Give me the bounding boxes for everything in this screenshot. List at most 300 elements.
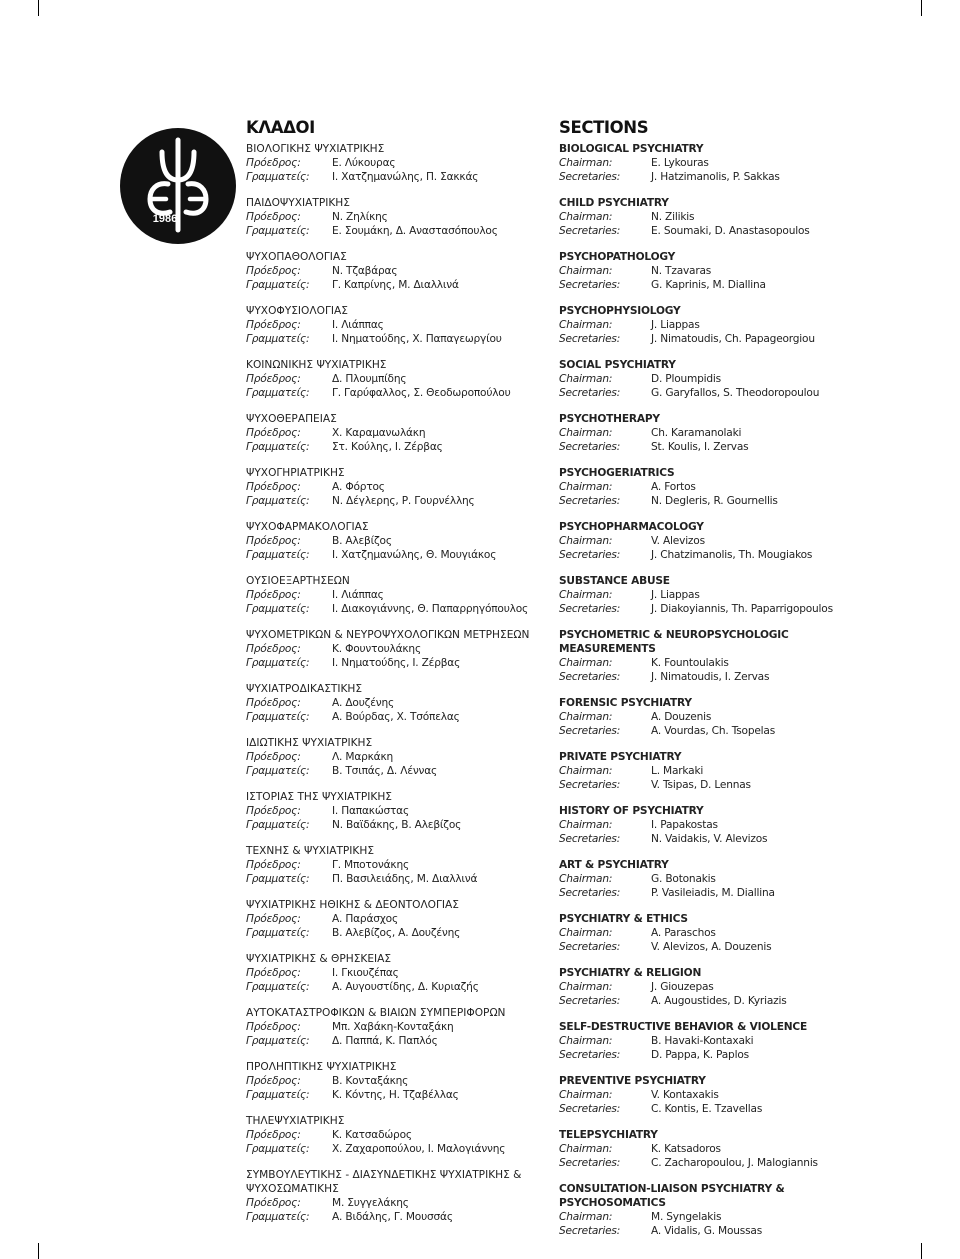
role-label: Secretaries: xyxy=(559,725,621,737)
role-label: Secretaries: xyxy=(559,941,621,953)
member-names: Ι. Λιάππας xyxy=(332,319,384,331)
member-names: Ε. Λύκουρας xyxy=(332,157,396,169)
section-title: SOCIAL PSYCHIATRY xyxy=(559,359,676,371)
member-names: V. Tsipas, D. Lennas xyxy=(651,779,751,791)
chair-row xyxy=(559,372,879,386)
secretaries-row xyxy=(246,224,546,238)
member-names: Χ. Καραμανωλάκη xyxy=(332,427,426,439)
role-label: Πρόεδρος: xyxy=(246,913,301,925)
section-title: SUBSTANCE ABUSE xyxy=(559,575,670,587)
chair-row xyxy=(559,210,879,224)
section-entry xyxy=(559,520,879,562)
section-title: PRIVATE PSYCHIATRY xyxy=(559,751,682,763)
member-names: Ι. Χατζημανώλης, Θ. Μουγιάκος xyxy=(332,549,497,561)
section-entry xyxy=(246,1168,546,1224)
member-names: Ι. Διακογιάννης, Θ. Παπαρρηγόπουλος xyxy=(332,603,528,615)
role-label: Chairman: xyxy=(559,211,613,223)
member-names: K. Fountoulakis xyxy=(651,657,729,669)
section-entry xyxy=(246,736,546,778)
chair-row xyxy=(246,696,546,710)
member-names: J. Liappas xyxy=(651,589,700,601)
role-label: Chairman: xyxy=(559,765,613,777)
role-label: Chairman: xyxy=(559,319,613,331)
section-title: PSYCHOPHARMACOLOGY xyxy=(559,521,704,533)
secretaries-row xyxy=(559,778,879,792)
english-heading: SECTIONS xyxy=(559,118,649,137)
secretaries-row xyxy=(246,386,546,400)
role-label: Γραμματείς: xyxy=(246,171,310,183)
role-label: Secretaries: xyxy=(559,671,621,683)
member-names: G. Kaprinis, M. Diallina xyxy=(651,279,766,291)
chair-row xyxy=(559,264,879,278)
secretaries-row xyxy=(246,278,546,292)
member-names: A. Vidalis, G. Moussas xyxy=(651,1225,763,1237)
role-label: Πρόεδρος: xyxy=(246,427,301,439)
section-title: PSYCHIATRY & ETHICS xyxy=(559,913,688,925)
section-entry xyxy=(246,682,546,724)
member-names: Κ. Κατσαδώρος xyxy=(332,1129,412,1141)
section-title: ΠΑΙΔΟΨΥΧΙΑΤΡΙΚΗΣ xyxy=(246,197,350,209)
member-names: Β. Αλεβίζος xyxy=(332,535,392,547)
role-label: Chairman: xyxy=(559,873,613,885)
section-title: ΨΥΧΙΑΤΡΟΔΙΚΑΣΤΙΚΗΣ xyxy=(246,683,363,695)
secretaries-row xyxy=(559,1102,879,1116)
secretaries-row xyxy=(559,724,879,738)
chair-row xyxy=(559,818,879,832)
role-label: Πρόεδρος: xyxy=(246,967,301,979)
member-names: Δ. Παππά, Κ. Παπλός xyxy=(332,1035,438,1047)
member-names: Μ. Συγγελάκης xyxy=(332,1197,409,1209)
role-label: Πρόεδρος: xyxy=(246,643,301,655)
member-names: L. Markaki xyxy=(651,765,704,777)
member-names: Ε. Σουμάκη, Δ. Αναστασόπουλος xyxy=(332,225,498,237)
member-names: Β. Κονταξάκης xyxy=(332,1075,409,1087)
member-names: Π. Βασιλειάδης, Μ. Διαλλινά xyxy=(332,873,478,885)
member-names: C. Kontis, E. Tzavellas xyxy=(651,1103,763,1115)
role-label: Πρόεδρος: xyxy=(246,157,301,169)
member-names: A. Fortos xyxy=(651,481,696,493)
member-names: K. Katsadoros xyxy=(651,1143,721,1155)
member-names: Κ. Κόντης, Η. Τζαβέλλας xyxy=(332,1089,459,1101)
chair-row xyxy=(246,750,546,764)
role-label: Secretaries: xyxy=(559,1049,621,1061)
role-label: Γραμματείς: xyxy=(246,1035,310,1047)
secretaries-row xyxy=(559,670,879,684)
chair-row xyxy=(559,534,879,548)
section-entry xyxy=(246,1060,546,1102)
crop-mark-top-right xyxy=(921,0,922,16)
member-names: Ν. Ζηλίκης xyxy=(332,211,388,223)
secretaries-row xyxy=(246,980,546,994)
section-entry xyxy=(559,1020,879,1062)
member-names: N. Tzavaras xyxy=(651,265,712,277)
chair-row xyxy=(559,1034,879,1048)
chair-row xyxy=(246,156,546,170)
chair-row xyxy=(246,642,546,656)
section-title: PSYCHOTHERAPY xyxy=(559,413,660,425)
member-names: V. Alevizos, A. Douzenis xyxy=(651,941,772,953)
role-label: Πρόεδρος: xyxy=(246,319,301,331)
section-title: CHILD PSYCHIATRY xyxy=(559,197,669,209)
role-label: Γραμματείς: xyxy=(246,1089,310,1101)
section-entry xyxy=(246,1114,546,1156)
section-title: BIOLOGICAL PSYCHIATRY xyxy=(559,143,704,155)
member-names: Α. Βιδάλης, Γ. Μουσσάς xyxy=(332,1211,453,1223)
chair-row xyxy=(559,588,879,602)
member-names: Ch. Karamanolaki xyxy=(651,427,742,439)
role-label: Secretaries: xyxy=(559,171,621,183)
member-names: Ι. Νηματούδης, Ι. Ζέρβας xyxy=(332,657,461,669)
section-title: PSYCHOPATHOLOGY xyxy=(559,251,676,263)
chair-row xyxy=(559,872,879,886)
chair-row xyxy=(559,426,879,440)
role-label: Secretaries: xyxy=(559,549,621,561)
member-names: J. Nimatoudis, Ch. Papageorgiou xyxy=(651,333,815,345)
secretaries-row xyxy=(559,548,879,562)
section-entry xyxy=(559,1182,879,1238)
section-entry xyxy=(559,912,879,954)
role-label: Chairman: xyxy=(559,481,613,493)
secretaries-row xyxy=(246,1088,546,1102)
role-label: Γραμματείς: xyxy=(246,711,310,723)
section-title: PSYCHOPHYSIOLOGY xyxy=(559,305,681,317)
secretaries-row xyxy=(559,886,879,900)
chair-row xyxy=(246,966,546,980)
role-label: Chairman: xyxy=(559,1211,613,1223)
member-names: St. Koulis, I. Zervas xyxy=(651,441,749,453)
section-entry xyxy=(559,466,879,508)
member-names: J. Liappas xyxy=(651,319,700,331)
chair-row xyxy=(559,156,879,170)
role-label: Γραμματείς: xyxy=(246,765,310,777)
chair-row xyxy=(246,534,546,548)
secretaries-row xyxy=(246,926,546,940)
member-names: Ι. Χατζημανώλης, Π. Σακκάς xyxy=(332,171,479,183)
member-names: Α. Βούρδας, Χ. Τσόπελας xyxy=(332,711,460,723)
section-entry xyxy=(559,1128,879,1170)
member-names: Ι. Γκιουζέπας xyxy=(332,967,399,979)
role-label: Secretaries: xyxy=(559,603,621,615)
secretaries-row xyxy=(246,440,546,454)
role-label: Chairman: xyxy=(559,1035,613,1047)
member-names: N. Zilikis xyxy=(651,211,695,223)
secretaries-row xyxy=(559,170,879,184)
section-title: ΙΣΤΟΡΙΑΣ ΤΗΣ ΨΥΧΙΑΤΡΙΚΗΣ xyxy=(246,791,392,803)
section-title: ΨΥΧΟΦΑΡΜΑΚΟΛΟΓΙΑΣ xyxy=(246,521,369,533)
member-names: Γ. Γαρύφαλλος, Σ. Θεοδωροπούλου xyxy=(332,387,511,399)
role-label: Πρόεδρος: xyxy=(246,481,301,493)
role-label: Γραμματείς: xyxy=(246,981,310,993)
chair-row xyxy=(246,588,546,602)
role-label: Πρόεδρος: xyxy=(246,1197,301,1209)
section-entry xyxy=(559,142,879,184)
role-label: Chairman: xyxy=(559,1143,613,1155)
role-label: Γραμματείς: xyxy=(246,603,310,615)
section-entry xyxy=(559,804,879,846)
member-names: Α. Φόρτος xyxy=(332,481,385,493)
secretaries-row xyxy=(559,440,879,454)
role-label: Γραμματείς: xyxy=(246,819,310,831)
member-names: M. Syngelakis xyxy=(651,1211,722,1223)
section-entry xyxy=(559,628,879,684)
english-section-list xyxy=(559,142,879,1238)
chair-row xyxy=(246,264,546,278)
section-entry xyxy=(559,574,879,616)
chair-row xyxy=(246,372,546,386)
chair-row xyxy=(559,926,879,940)
role-label: Γραμματείς: xyxy=(246,1211,310,1223)
secretaries-row xyxy=(559,940,879,954)
greek-heading: ΚΛΑΔΟΙ xyxy=(246,118,315,137)
secretaries-row xyxy=(559,1224,879,1238)
section-entry xyxy=(246,952,546,994)
section-entry xyxy=(246,898,546,940)
chair-row xyxy=(246,858,546,872)
member-names: Α. Παράσχος xyxy=(332,913,398,925)
chair-row xyxy=(559,1210,879,1224)
section-title: HISTORY OF PSYCHIATRY xyxy=(559,805,704,817)
section-entry xyxy=(246,844,546,886)
role-label: Chairman: xyxy=(559,819,613,831)
secretaries-row xyxy=(559,1048,879,1062)
member-names: C. Zacharopoulou, J. Malogiannis xyxy=(651,1157,818,1169)
secretaries-row xyxy=(246,656,546,670)
secretaries-row xyxy=(246,818,546,832)
member-names: J. Giouzepas xyxy=(651,981,714,993)
member-names: Λ. Μαρκάκη xyxy=(332,751,394,763)
role-label: Secretaries: xyxy=(559,887,621,899)
member-names: Α. Αυγουστίδης, Δ. Κυριαζής xyxy=(332,981,479,993)
section-entry xyxy=(559,966,879,1008)
secretaries-row xyxy=(559,224,879,238)
member-names: N. Degleris, R. Gournellis xyxy=(651,495,778,507)
secretaries-row xyxy=(246,494,546,508)
member-names: D. Pappa, K. Paplos xyxy=(651,1049,749,1061)
role-label: Πρόεδρος: xyxy=(246,1075,301,1087)
section-entry xyxy=(246,520,546,562)
role-label: Secretaries: xyxy=(559,495,621,507)
member-names: I. Papakostas xyxy=(651,819,718,831)
section-title: ΣΥΜΒΟΥΛΕΥΤΙΚΗΣ - ΔΙΑΣΥΝΔΕΤΙΚΗΣ ΨΥΧΙΑΤΡΙΚΗΣ & ΨΥΧΟΣΩΜΑΤΙΚΗΣ xyxy=(246,1169,522,1195)
role-label: Chairman: xyxy=(559,657,613,669)
secretaries-row xyxy=(559,832,879,846)
member-names: G. Botonakis xyxy=(651,873,716,885)
role-label: Secretaries: xyxy=(559,1103,621,1115)
member-names: Στ. Κούλης, Ι. Ζέρβας xyxy=(332,441,443,453)
section-title: PREVENTIVE PSYCHIATRY xyxy=(559,1075,706,1087)
section-title: ΨΥΧΟΦΥΣΙΟΛΟΓΙΑΣ xyxy=(246,305,348,317)
member-names: Ν. Τζαβάρας xyxy=(332,265,398,277)
secretaries-row xyxy=(559,1156,879,1170)
chair-row xyxy=(246,1074,546,1088)
chair-row xyxy=(246,912,546,926)
role-label: Γραμματείς: xyxy=(246,549,310,561)
section-title: PSYCHOMETRIC & NEUROPSYCHOLOGIC MEASUREMENTS xyxy=(559,629,789,655)
role-label: Πρόεδρος: xyxy=(246,589,301,601)
section-title: ΙΔΙΩΤΙΚΗΣ ΨΥΧΙΑΤΡΙΚΗΣ xyxy=(246,737,373,749)
role-label: Chairman: xyxy=(559,265,613,277)
role-label: Γραμματείς: xyxy=(246,225,310,237)
section-title: SELF-DESTRUCTIVE BEHAVIOR & VIOLENCE xyxy=(559,1021,808,1033)
role-label: Πρόεδρος: xyxy=(246,859,301,871)
role-label: Secretaries: xyxy=(559,441,621,453)
member-names: Κ. Φουντουλάκης xyxy=(332,643,421,655)
crop-mark-bottom-right xyxy=(921,1243,922,1259)
chair-row xyxy=(559,764,879,778)
member-names: Γ. Μποτονάκης xyxy=(332,859,409,871)
chair-row xyxy=(559,1142,879,1156)
member-names: J. Chatzimanolis, Th. Mougiakos xyxy=(651,549,813,561)
role-label: Chairman: xyxy=(559,427,613,439)
role-label: Secretaries: xyxy=(559,779,621,791)
member-names: Ν. Βαϊδάκης, Β. Αλεβίζος xyxy=(332,819,462,831)
secretaries-row xyxy=(559,386,879,400)
section-title: ΨΥΧΟΓΗΡΙΑΤΡΙΚΗΣ xyxy=(246,467,345,479)
secretaries-row xyxy=(559,994,879,1008)
role-label: Chairman: xyxy=(559,589,613,601)
section-entry xyxy=(246,574,546,616)
secretaries-row xyxy=(246,548,546,562)
role-label: Πρόεδρος: xyxy=(246,373,301,385)
role-label: Secretaries: xyxy=(559,995,621,1007)
chair-row xyxy=(246,480,546,494)
role-label: Chairman: xyxy=(559,157,613,169)
member-names: A. Vourdas, Ch. Tsopelas xyxy=(651,725,776,737)
section-entry xyxy=(246,196,546,238)
role-label: Chairman: xyxy=(559,981,613,993)
secretaries-row xyxy=(246,710,546,724)
section-title: CONSULTATION-LIAISON PSYCHIATRY & PSYCHOSOMATICS xyxy=(559,1183,785,1209)
section-entry xyxy=(559,304,879,346)
section-entry xyxy=(246,304,546,346)
role-label: Γραμματείς: xyxy=(246,279,310,291)
section-title: ΤΕΧΝΗΣ & ΨΥΧΙΑΤΡΙΚΗΣ xyxy=(246,845,375,857)
role-label: Secretaries: xyxy=(559,333,621,345)
member-names: Μπ. Χαβάκη-Κονταξάκη xyxy=(332,1021,454,1033)
member-names: Α. Δουζένης xyxy=(332,697,394,709)
secretaries-row xyxy=(246,332,546,346)
role-label: Secretaries: xyxy=(559,1157,621,1169)
role-label: Γραμματείς: xyxy=(246,387,310,399)
member-names: J. Hatzimanolis, P. Sakkas xyxy=(651,171,780,183)
secretaries-row xyxy=(559,332,879,346)
role-label: Πρόεδρος: xyxy=(246,805,301,817)
chair-row xyxy=(246,210,546,224)
role-label: Secretaries: xyxy=(559,225,621,237)
role-label: Πρόεδρος: xyxy=(246,265,301,277)
member-names: A. Douzenis xyxy=(651,711,712,723)
section-title: ΨΥΧΟΜΕΤΡΙΚΩΝ & ΝΕΥΡΟΨΥΧΟΛΟΓΙΚΩΝ ΜΕΤΡΗΣΕΩΝ xyxy=(246,629,530,641)
section-entry xyxy=(559,1074,879,1116)
section-entry xyxy=(246,466,546,508)
role-label: Γραμματείς: xyxy=(246,1143,310,1155)
member-names: A. Paraschos xyxy=(651,927,716,939)
role-label: Γραμματείς: xyxy=(246,333,310,345)
section-entry xyxy=(559,696,879,738)
member-names: Χ. Ζαχαροπούλου, Ι. Μαλογιάννης xyxy=(332,1143,506,1155)
member-names: N. Vaidakis, V. Alevizos xyxy=(651,833,768,845)
section-entry xyxy=(246,790,546,832)
member-names: Β. Τσιπάς, Δ. Λέννας xyxy=(332,765,438,777)
role-label: Chairman: xyxy=(559,927,613,939)
section-entry xyxy=(246,358,546,400)
chair-row xyxy=(246,1196,546,1210)
section-title: ΚΟΙΝΩΝΙΚΗΣ ΨΥΧΙΑΤΡΙΚΗΣ xyxy=(246,359,387,371)
member-names: A. Augoustides, D. Kyriazis xyxy=(651,995,787,1007)
role-label: Chairman: xyxy=(559,535,613,547)
secretaries-row xyxy=(559,278,879,292)
section-title: ART & PSYCHIATRY xyxy=(559,859,669,871)
member-names: Δ. Πλουμπίδης xyxy=(332,373,407,385)
chair-row xyxy=(559,980,879,994)
member-names: D. Ploumpidis xyxy=(651,373,721,385)
role-label: Γραμματείς: xyxy=(246,927,310,939)
section-entry xyxy=(246,628,546,670)
chair-row xyxy=(246,1020,546,1034)
member-names: G. Garyfallos, S. Theodoropoulou xyxy=(651,387,820,399)
chair-row xyxy=(246,318,546,332)
section-title: PSYCHIATRY & RELIGION xyxy=(559,967,702,979)
section-entry xyxy=(559,196,879,238)
chair-row xyxy=(559,480,879,494)
role-label: Γραμματείς: xyxy=(246,657,310,669)
chair-row xyxy=(559,710,879,724)
member-names: J. Diakoyiannis, Th. Paparrigopoulos xyxy=(651,603,833,615)
greek-section-list xyxy=(246,142,546,1224)
english-column xyxy=(559,118,879,1238)
role-label: Πρόεδρος: xyxy=(246,697,301,709)
chair-row xyxy=(246,804,546,818)
section-entry xyxy=(559,412,879,454)
member-names: E. Soumaki, D. Anastasopoulos xyxy=(651,225,810,237)
secretaries-row xyxy=(246,1034,546,1048)
member-names: B. Havaki-Kontaxaki xyxy=(651,1035,754,1047)
chair-row xyxy=(559,656,879,670)
member-names: V. Alevizos xyxy=(651,535,705,547)
role-label: Πρόεδρος: xyxy=(246,535,301,547)
chair-row xyxy=(246,1128,546,1142)
section-title: ΨΥΧΙΑΤΡΙΚΗΣ & ΘΡΗΣΚΕΙΑΣ xyxy=(246,953,392,965)
section-title: ΠΡΟΛΗΠΤΙΚΗΣ ΨΥΧΙΑΤΡΙΚΗΣ xyxy=(246,1061,397,1073)
secretaries-row xyxy=(559,494,879,508)
role-label: Chairman: xyxy=(559,373,613,385)
role-label: Πρόεδρος: xyxy=(246,751,301,763)
secretaries-row xyxy=(559,602,879,616)
member-names: Ι. Λιάππας xyxy=(332,589,384,601)
role-label: Γραμματείς: xyxy=(246,441,310,453)
secretaries-row xyxy=(246,764,546,778)
role-label: Πρόεδρος: xyxy=(246,211,301,223)
society-logo xyxy=(118,126,238,246)
member-names: Ι. Παπακώστας xyxy=(332,805,409,817)
member-names: Ι. Νηματούδης, Χ. Παπαγεωργίου xyxy=(332,333,502,345)
secretaries-row xyxy=(246,1210,546,1224)
section-title: ΒΙΟΛΟΓΙΚΗΣ ΨΥΧΙΑΤΡΙΚΗΣ xyxy=(246,143,385,155)
section-title: TELEPSYCHIATRY xyxy=(559,1129,658,1141)
member-names: J. Nimatoudis, I. Zervas xyxy=(651,671,770,683)
role-label: Πρόεδρος: xyxy=(246,1129,301,1141)
secretaries-row xyxy=(246,602,546,616)
role-label: Πρόεδρος: xyxy=(246,1021,301,1033)
greek-column xyxy=(246,118,546,1224)
member-names: V. Kontaxakis xyxy=(651,1089,719,1101)
section-entry xyxy=(559,858,879,900)
section-title: FORENSIC PSYCHIATRY xyxy=(559,697,692,709)
section-title: ΨΥΧΟΘΕΡΑΠΕΙΑΣ xyxy=(246,413,337,425)
member-names: P. Vasileiadis, M. Diallina xyxy=(651,887,775,899)
role-label: Chairman: xyxy=(559,1089,613,1101)
section-title: PSYCHOGERIATRICS xyxy=(559,467,675,479)
